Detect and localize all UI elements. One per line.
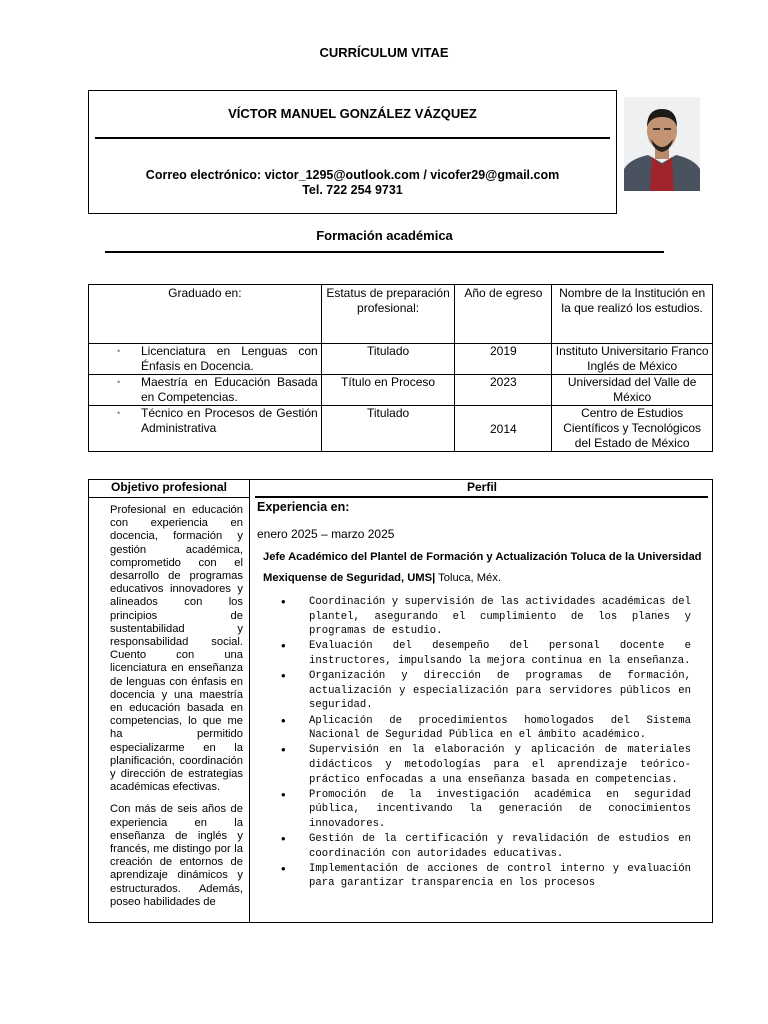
job-location: Toluca, Méx.: [435, 572, 501, 584]
status-cell: Titulado: [321, 406, 455, 452]
experience-dates: enero 2025 – marzo 2025: [257, 527, 395, 541]
phone-line: Tel. 722 254 9731: [302, 183, 403, 197]
education-section-title: Formación académica: [316, 228, 453, 243]
job-position: Jefe Académico del Plantel de Formación y Actualización Toluca de la Universidad Mexiquense de Seguridad, UMS|: [263, 551, 702, 584]
bullet-icon: •: [117, 346, 121, 356]
bullet-icon: •: [117, 408, 121, 418]
year-cell: 2023: [455, 375, 552, 406]
institution-cell: Universidad del Valle de México: [552, 375, 713, 406]
profile-column: [251, 480, 713, 922]
contact-info: [89, 168, 616, 198]
profile-divider: [255, 496, 708, 498]
job-title: [263, 547, 713, 589]
list-item: • Supervisión en la elaboración y aplicación de materiales didácticos y metodologías para el aprendizaje teórico-práctico enfocadas a una enseñanza basada en competencias.: [281, 743, 691, 787]
year-cell: 2014: [455, 406, 552, 452]
experience-label: Experiencia en:: [257, 500, 350, 514]
objective-title: Objetivo profesional: [89, 480, 249, 498]
degree-text: Técnico en Procesos de Gestión Administrativa: [141, 406, 318, 435]
degree-text: Licenciatura en Lenguas con Énfasis en Docencia.: [141, 344, 318, 373]
education-divider: [105, 251, 664, 253]
list-item: • Gestión de la certificación y revalidación de estudios en coordinación con autoridades educativas.: [281, 832, 691, 861]
degree-text: Maestría en Educación Basada en Competencias.: [141, 375, 318, 404]
task-list: [281, 595, 691, 891]
table-row: [89, 406, 713, 452]
document-title: CURRÍCULUM VITAE: [319, 45, 449, 60]
institution-cell: Centro de Estudios Científicos y Tecnológicos del Estado de México: [552, 406, 713, 452]
email-line: Correo electrónico: victor_1295@outlook.com / vicofer29@gmail.com: [145, 168, 560, 182]
column-header: Año de egreso: [455, 285, 552, 344]
table-row: [89, 375, 713, 406]
list-item: • Coordinación y supervisión de las actividades académicas del plantel, asegurando el cumplimiento de los planes y programas de estudio.: [281, 595, 691, 639]
degree-cell: [89, 406, 322, 452]
list-item: • Implementación de acciones de control interno y evaluación para garantizar transparencia en los procesos: [281, 862, 691, 891]
table-header-row: [89, 285, 713, 344]
education-table: [88, 284, 713, 452]
institution-cell: Instituto Universitario Franco Inglés de México: [552, 344, 713, 375]
header-box: [88, 90, 617, 214]
objective-paragraph: Profesional en educación con experiencia en docencia, formación y gestión académica, comprometido con el desarrollo de programas educativos innovadores y alineados con los principios de sustentabilidad y responsabilidad social. Cuento con una licenciatura en enseñanza de lenguas con énfasis en docencia y una maestría en educación basada en competencias, lo que me ha permitido especializarme en la planificación, coordinación y dirección de estrategias académicas efectivas.: [110, 504, 243, 794]
column-header: Estatus de preparación profesional:: [321, 285, 455, 344]
profile-photo: [624, 97, 700, 191]
degree-cell: [89, 344, 322, 375]
table-row: [89, 344, 713, 375]
column-header: Nombre de la Institución en la que realizó los estudios.: [552, 285, 713, 344]
list-item: • Aplicación de procedimientos homologados del Sistema Nacional de Seguridad Pública en el ámbito académico.: [281, 714, 691, 743]
status-cell: Titulado: [321, 344, 455, 375]
status-cell: Título en Proceso: [321, 375, 455, 406]
list-item: • Organización y dirección de programas de formación, actualización y especialización para servidores públicos en seguridad.: [281, 669, 691, 713]
header-divider: [95, 137, 610, 139]
profile-title: Perfil: [466, 480, 497, 494]
degree-cell: [89, 375, 322, 406]
list-item: • Promoción de la investigación académica en seguridad pública, incentivando la generación de conocimientos innovadores.: [281, 788, 691, 832]
objective-text: [89, 498, 249, 909]
year-cell: 2019: [455, 344, 552, 375]
objective-column: [89, 480, 250, 922]
objective-profile-box: [88, 479, 713, 923]
candidate-name: VÍCTOR MANUEL GONZÁLEZ VÁZQUEZ: [228, 106, 477, 121]
objective-paragraph: Con más de seis años de experiencia en la enseñanza de inglés y francés, me distingo por la creación de entornos de aprendizaje dinámicos y estructurados. Además, poseo habilidades de: [110, 803, 243, 908]
column-header: Graduado en:: [89, 285, 322, 344]
bullet-icon: •: [117, 377, 121, 387]
list-item: • Evaluación del desempeño del personal docente e instructores, impulsando la mejora continua en la enseñanza.: [281, 639, 691, 668]
